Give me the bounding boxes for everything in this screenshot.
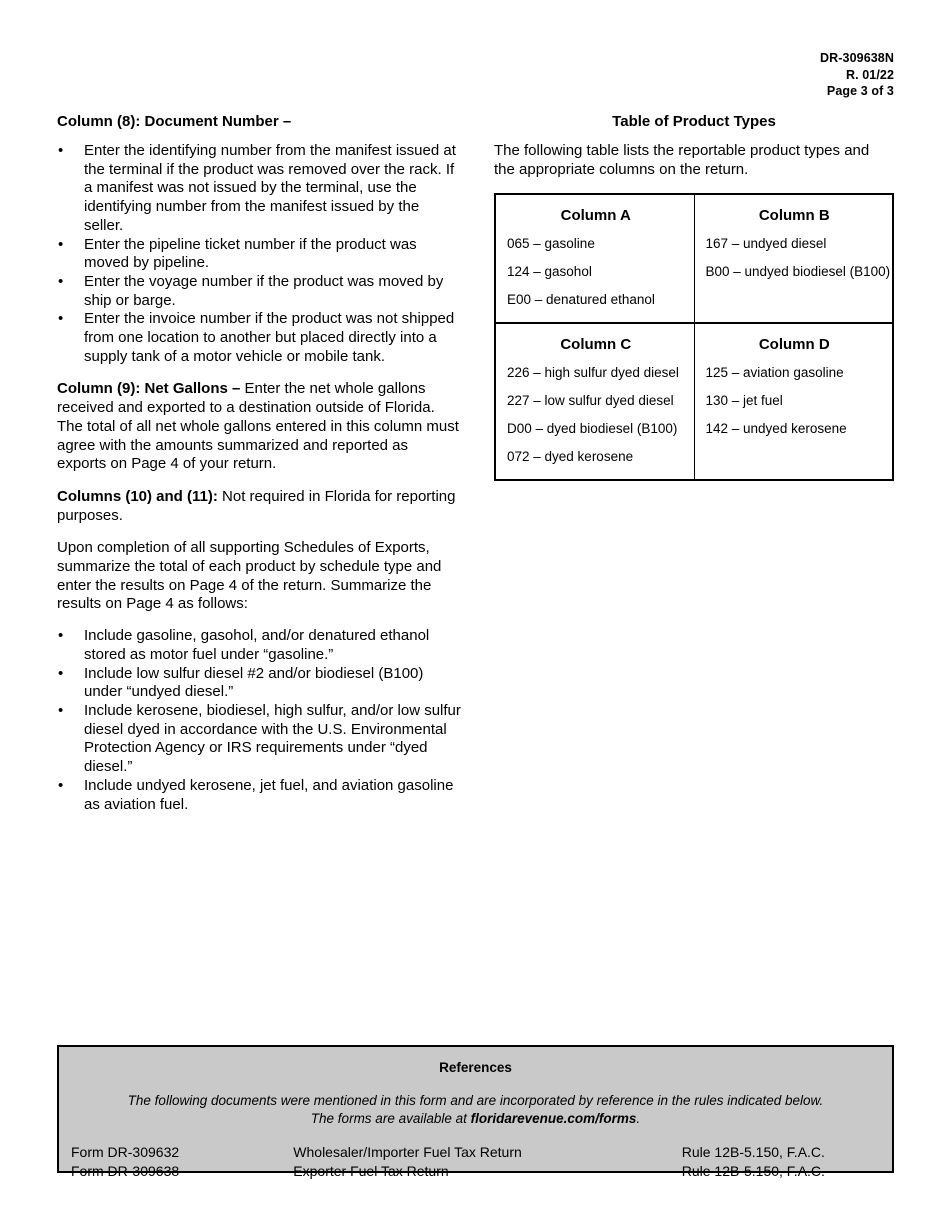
table-cell-column-a (495, 194, 694, 323)
product-type-item: 167 – undyed diesel (705, 236, 827, 252)
column1011-paragraph (57, 488, 461, 525)
reference-rule: Rule 12B-5.150, F.A.C. (681, 1163, 825, 1179)
summary-bullet-list (57, 627, 461, 814)
reference-rule: Rule 12B-5.150, F.A.C. (681, 1144, 825, 1160)
product-type-item: 072 – dyed kerosene (507, 449, 634, 465)
product-types-table (494, 193, 894, 481)
product-type-item: 125 – aviation gasoline (705, 365, 844, 381)
form-revision: R. 01/22 (845, 67, 894, 82)
bullet-icon: • (58, 310, 64, 328)
bullet-icon: • (58, 627, 64, 645)
list-item (57, 236, 461, 273)
table-row (495, 194, 893, 323)
table-row (59, 1162, 892, 1181)
table-cell-column-c (495, 323, 694, 480)
cell-title: Column C (560, 336, 632, 354)
reference-form-name: Wholesaler/Importer Fuel Tax Return (293, 1144, 522, 1160)
product-type-item: 124 – gasohol (507, 264, 592, 280)
product-type-item: D00 – dyed biodiesel (B100) (507, 421, 678, 437)
list-item-text: Enter the identifying number from the manifest issued at the terminal if the product was removed over the rack. If a manifest was not issued by the terminal, use the identifying number from the manifest issued by the seller. (84, 142, 456, 234)
references-note-suffix: . (636, 1111, 641, 1126)
list-item-text: Include undyed kerosene, jet fuel, and aviation gasoline as aviation fuel. (84, 776, 454, 813)
references-table (59, 1143, 892, 1181)
right-column (494, 112, 894, 481)
references-url: floridarevenue.com/forms (470, 1111, 637, 1126)
column9-text: Enter the net whole gallons received and exported to a destination outside of Florida. The total of all net whole gallons entered in this column must agree with the amounts summarized and reported as exports on Page 4 of your return. (57, 380, 459, 473)
bullet-icon: • (58, 664, 64, 682)
references-title: References (439, 1060, 512, 1075)
page-label: Page 3 of 3 (826, 84, 894, 98)
product-type-item: 142 – undyed kerosene (705, 421, 847, 437)
summary-paragraph: Upon completion of all supporting Schedules of Exports, summarize the total of each product by schedule type and enter the results on Page 4 of the return. Summarize the results on Page 4 as follows: (57, 539, 442, 613)
column8-heading: Column (8): Document Number – (57, 113, 292, 130)
column8-bullet-list (57, 142, 461, 366)
column1011-label: Columns (10) and (11): (57, 487, 223, 505)
document-header (820, 50, 894, 100)
list-item (57, 665, 461, 702)
list-item-text: Enter the voyage number if the product was moved by ship or barge. (84, 272, 444, 309)
product-types-intro: The following table lists the reportable product types and the appropriate columns on the return. (494, 142, 870, 178)
reference-form-name: Exporter Fuel Tax Return (293, 1163, 449, 1179)
product-type-item: 130 – jet fuel (705, 393, 783, 409)
list-item (57, 777, 461, 814)
references-note-line1: The following documents were mentioned in this form and are incorporated by reference in the rules indicated below. (127, 1093, 824, 1108)
bullet-icon: • (58, 776, 64, 794)
list-item (57, 310, 461, 366)
left-column (57, 112, 461, 828)
list-item (57, 627, 461, 664)
references-note-line2 (73, 1110, 878, 1128)
product-type-item: 227 – low sulfur dyed diesel (507, 393, 674, 409)
list-item-text: Include low sulfur diesel #2 and/or biodiesel (B100) under “undyed diesel.” (84, 664, 424, 701)
list-item-text: Enter the invoice number if the product was not shipped from one location to another but placed directly into a supply tank of a motor vehicle or mobile tank. (84, 310, 455, 365)
product-type-item: 226 – high sulfur dyed diesel (507, 365, 679, 381)
references-note-prefix: The forms are available at (310, 1111, 471, 1126)
product-types-heading: Table of Product Types (612, 113, 776, 130)
product-type-item: B00 – undyed biodiesel (B100) (705, 264, 891, 280)
list-item (57, 142, 461, 236)
product-type-item: 065 – gasoline (507, 236, 595, 252)
column9-paragraph (57, 380, 461, 474)
reference-form-number: Form DR-309632 (71, 1144, 180, 1160)
list-item-text: Enter the pipeline ticket number if the product was moved by pipeline. (84, 235, 417, 272)
list-item (57, 273, 461, 310)
bullet-icon: • (58, 235, 64, 253)
references-note (59, 1092, 892, 1128)
cell-title: Column D (758, 336, 830, 354)
bullet-icon: • (58, 272, 64, 290)
bullet-icon: • (58, 701, 64, 719)
table-row (59, 1143, 892, 1162)
form-number: DR-309638N (820, 51, 894, 65)
table-cell-column-b (694, 194, 893, 323)
reference-form-number: Form DR-309638 (71, 1163, 180, 1179)
cell-title: Column A (560, 207, 631, 225)
product-type-item: E00 – denatured ethanol (507, 292, 655, 308)
cell-title: Column B (758, 207, 830, 225)
column9-label: Column (9): Net Gallons – (57, 380, 245, 398)
list-item-text: Include kerosene, biodiesel, high sulfur, and/or low sulfur diesel dyed in accordance with the U.S. Environmental Protection Agency or IRS requirements under “dyed diesel.” (84, 701, 461, 776)
table-cell-column-d (694, 323, 893, 480)
list-item-text: Include gasoline, gasohol, and/or denatured ethanol stored as motor fuel under “gasoline.” (84, 627, 430, 663)
references-box (57, 1045, 894, 1179)
table-row (495, 323, 893, 480)
bullet-icon: • (58, 142, 64, 159)
product-types-table-wrapper (494, 193, 894, 481)
column1011-text: Not required in Florida for reporting purposes. (57, 487, 456, 524)
list-item (57, 702, 461, 777)
